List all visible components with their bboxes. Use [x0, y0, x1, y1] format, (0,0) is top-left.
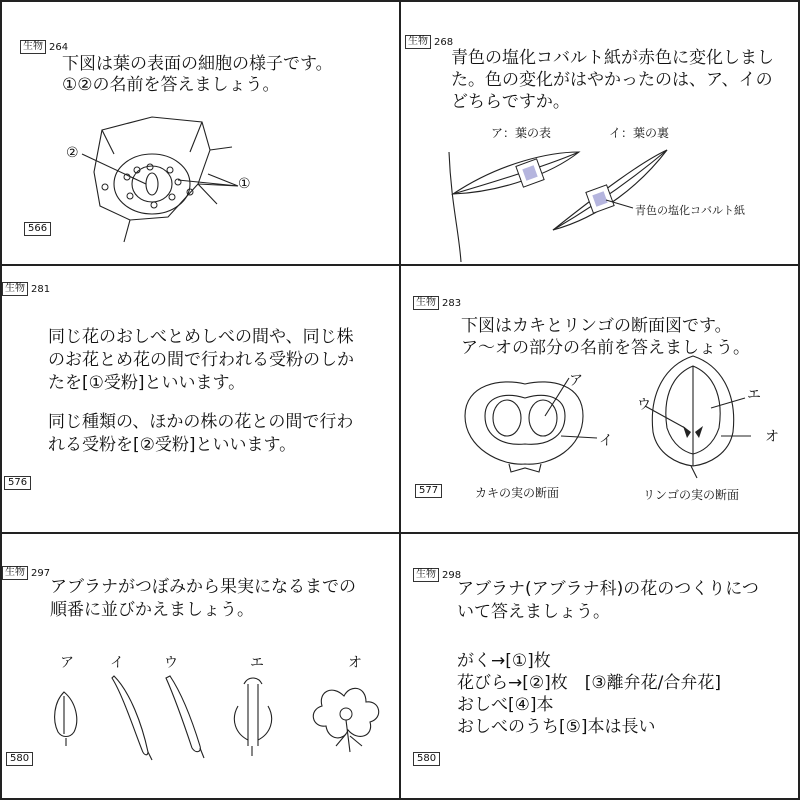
- page-number: 566: [24, 222, 51, 236]
- card-header: [2, 282, 50, 296]
- label-a: ア: [60, 655, 74, 671]
- label-a: ア: [569, 373, 583, 389]
- page-number: 580: [413, 752, 440, 766]
- caption-leaf-top: ア：葉の表: [491, 126, 552, 140]
- subject-tag: 生物: [405, 35, 431, 49]
- question-line-1: アブラナ(アブラナ科)の花のつくりにつ: [457, 579, 759, 599]
- question-line-1: 青色の塩化コバルト紙が赤色に変化しまし: [451, 48, 774, 68]
- cobalt-paper-label: 青色の塩化コバルト紙: [635, 204, 745, 217]
- label-u: ウ: [164, 655, 178, 671]
- body-line-1: 同じ花のおしべとめしべの間や、同じ株: [48, 327, 354, 347]
- card-298: [399, 532, 800, 800]
- page-number: 576: [4, 476, 31, 490]
- body-line-5: 同じ種類の、ほかの株の花との間で行わ: [48, 412, 354, 432]
- label-e: エ: [747, 387, 761, 403]
- answer-line-4: おしべのうち[⑤]本は長い: [457, 717, 656, 737]
- caption-ringo: リンゴの実の断面: [643, 488, 740, 502]
- leaves-diagram: [401, 2, 800, 266]
- card-number: 268: [434, 36, 454, 48]
- subject-tag: 生物: [413, 568, 439, 582]
- answer-line-2: 花びら→[②]枚 [③離弁花/合弁花]: [457, 673, 721, 693]
- question-line-2: 順番に並びかえましょう。: [50, 600, 254, 620]
- question-line-1: 下図はカキとリンゴの断面図です。: [461, 316, 732, 336]
- card-header: [413, 568, 461, 582]
- subject-tag: 生物: [2, 282, 28, 296]
- body-line-2: のお花とめ花の間で行われる受粉のしか: [48, 350, 354, 370]
- card-297: [0, 532, 401, 800]
- answer-line-3: おしべ[④]本: [457, 695, 554, 715]
- question-line-1: アブラナがつぼみから果実になるまでの: [50, 577, 356, 597]
- subject-tag: 生物: [20, 40, 46, 54]
- answer-line-1: がく→[①]枚: [457, 651, 551, 671]
- question-line-2: ア〜オの部分の名前を答えましょう。: [461, 338, 750, 358]
- question-line-2: いて答えましょう。: [457, 602, 610, 622]
- fruit-section-diagram: [401, 266, 800, 534]
- card-283: [399, 264, 800, 534]
- label-o: オ: [348, 655, 362, 671]
- card-264: [0, 0, 401, 266]
- body-line-6: れる受粉を[②受粉]といいます。: [48, 435, 297, 455]
- question-line-2: た。色の変化がはやかったのは、ア、イの: [451, 70, 773, 90]
- subject-tag: 生物: [413, 296, 439, 310]
- page-number: 577: [415, 484, 442, 498]
- page-number: 580: [6, 752, 33, 766]
- label-1: ①: [238, 176, 251, 192]
- question-line-2: ①②の名前を答えましょう。: [62, 75, 280, 95]
- card-number: 298: [442, 569, 462, 581]
- label-2: ②: [66, 145, 79, 161]
- card-number: 297: [31, 567, 51, 579]
- label-i: イ: [599, 433, 613, 449]
- caption-leaf-bottom: イ：葉の裏: [609, 126, 670, 140]
- card-number: 281: [31, 283, 51, 295]
- label-u: ウ: [637, 397, 651, 413]
- rapeseed-stages-diagram: [2, 534, 401, 800]
- question-line-1: 下図は葉の表面の細胞の様子です。: [62, 54, 333, 74]
- body-line-3: たを[①受粉]といいます。: [48, 373, 246, 393]
- leaf-cell-diagram: [2, 2, 401, 266]
- card-268: [399, 0, 800, 266]
- card-number: 264: [49, 41, 69, 53]
- card-number: 283: [442, 297, 462, 309]
- card-281: [0, 264, 401, 534]
- label-e: エ: [250, 655, 264, 671]
- caption-kaki: カキの実の断面: [475, 486, 560, 500]
- label-o: オ: [765, 429, 779, 445]
- label-i: イ: [110, 655, 124, 671]
- subject-tag: 生物: [2, 566, 28, 580]
- question-line-3: どちらですか。: [451, 92, 570, 112]
